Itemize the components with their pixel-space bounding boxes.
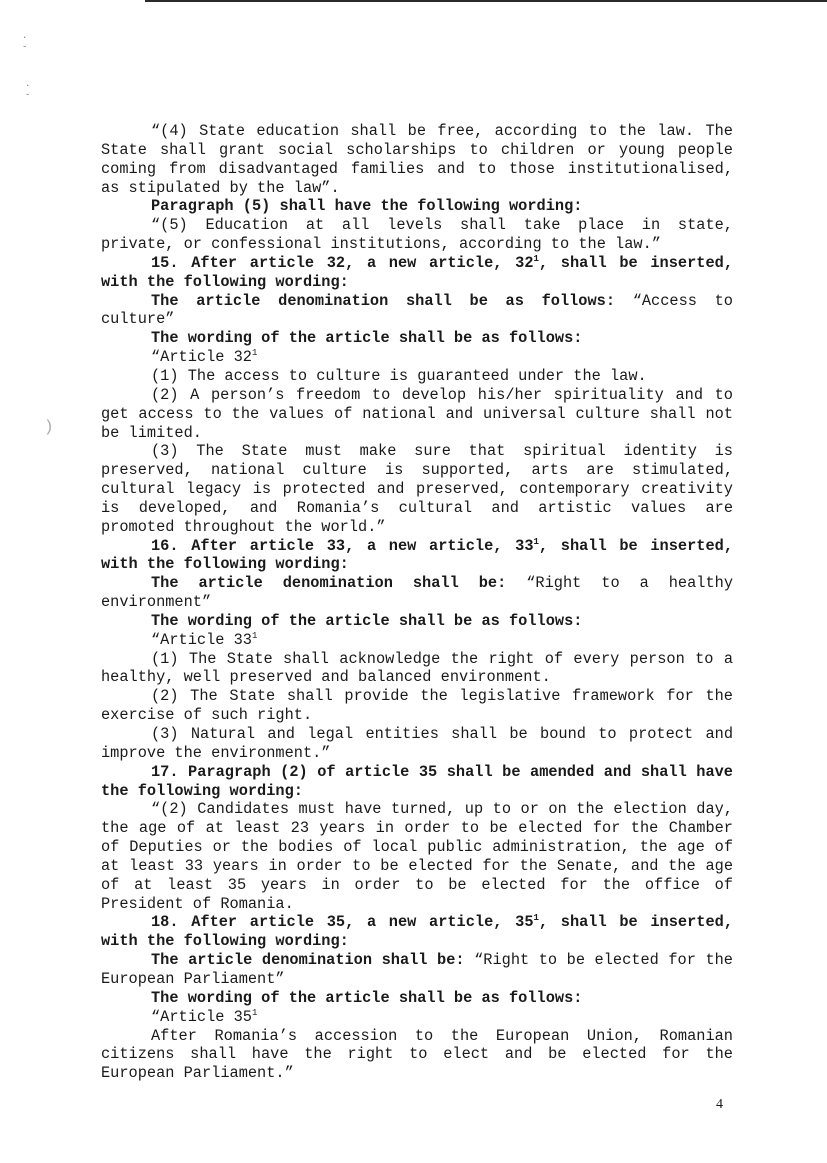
scan-speck: · - xyxy=(25,81,31,100)
paragraph: (1) The State shall acknowledge the right of every person to a healthy, well preserved and balanced environment. xyxy=(101,649,733,687)
margin-bracket-mark: ) xyxy=(44,418,54,436)
paragraph: (2) The State shall provide the legislative framework for the exercise of such right. xyxy=(101,687,733,725)
paragraph: (3) The State must make sure that spiritual identity is preserved, national culture is supported, arts are stimulated, cultural legacy is protected and preserved, contemporary creativity is developed, and Romania’s cultural and artistic values are promoted throughout the world.” xyxy=(101,442,733,536)
paragraph: (2) A person’s freedom to develop his/her spirituality and to get access to the values of national and universal culture shall not be limited. xyxy=(101,385,733,442)
superscript: 1 xyxy=(533,253,539,264)
paragraph: (3) Natural and legal entities shall be bound to protect and improve the environment.” xyxy=(101,725,733,762)
paragraph: “(5) Education at all levels shall take place in state, private, or confessional institutions, according to the law.” xyxy=(101,216,733,254)
bold-text: The article denomination shall be: xyxy=(151,951,465,970)
bold-text: The wording of the article shall be as follows: xyxy=(151,988,583,1007)
bold-text: The wording of the article shall be as follows: xyxy=(151,329,583,348)
paragraph xyxy=(101,537,733,575)
superscript: 1 xyxy=(251,1007,258,1018)
paragraph: The article denomination shall be as follows: “Access to culture” xyxy=(101,291,733,329)
paragraph xyxy=(101,763,733,801)
article-heading: “Article $32^1$ xyxy=(151,348,258,367)
superscript: 1 xyxy=(533,536,539,547)
paragraph xyxy=(101,989,733,1008)
bold-text: The article denomination shall be as follows: xyxy=(151,291,616,310)
bold-text: 15. After article 32, a new article, $32^1$, shall be inserted, with the following wording: xyxy=(101,253,733,291)
top-scan-rule xyxy=(145,0,827,2)
bold-text: 17. Paragraph (2) of article 35 shall be amended and shall have the following wording: xyxy=(101,762,733,800)
superscript: 1 xyxy=(533,913,539,924)
paragraph: After Romania’s accession to the European Union, Romanian citizens shall have the right to elect and be elected for the European Parliament.” xyxy=(101,1026,733,1083)
paragraph: The article denomination shall be: “Right to be elected for the European Parliament” xyxy=(101,951,733,988)
superscript: 1 xyxy=(251,348,258,359)
document-body xyxy=(101,122,733,1083)
bold-text: 18. After article 35, a new article, $35^1$, shall be inserted, with the following wording: xyxy=(101,913,733,951)
bold-text: Paragraph (5) shall have the following wording: xyxy=(151,197,583,216)
paragraph: (1) The access to culture is guaranteed under the law. xyxy=(151,366,647,385)
bold-text: The article denomination shall be: xyxy=(151,574,507,593)
paragraph: The article denomination shall be: “Right to a healthy environment” xyxy=(101,574,734,612)
scan-speck: · - xyxy=(22,33,28,52)
paragraph: “(2) Candidates must have turned, up to or on the election day, the age of at least 23 years in order to be elected for the Chamber of Deputies or the bodies of local public administration, the age of at least 33 years in order to be elected for the Senate, and the age of at least 35 years in order to be elected for the office of President of Romania. xyxy=(101,800,733,913)
paragraph xyxy=(101,329,733,348)
paragraph xyxy=(101,913,733,951)
paragraph xyxy=(101,197,733,216)
article-heading: “Article $35^1$ xyxy=(151,1007,258,1026)
paragraph: “(4) State education shall be free, according to the law. The State shall grant social scholarships to children or young people coming from disadvantaged families and to those institutionalised, as stipulated by the law”. xyxy=(101,122,733,197)
article-heading: “Article $33^1$ xyxy=(151,630,258,649)
paragraph xyxy=(101,612,733,631)
superscript: 1 xyxy=(251,630,258,641)
page-number: 4 xyxy=(716,1097,723,1112)
paragraph xyxy=(101,254,733,292)
bold-text: 16. After article 33, a new article, $33^1$, shall be inserted, with the following wording: xyxy=(101,536,733,574)
bold-text: The wording of the article shall be as follows: xyxy=(151,611,583,630)
